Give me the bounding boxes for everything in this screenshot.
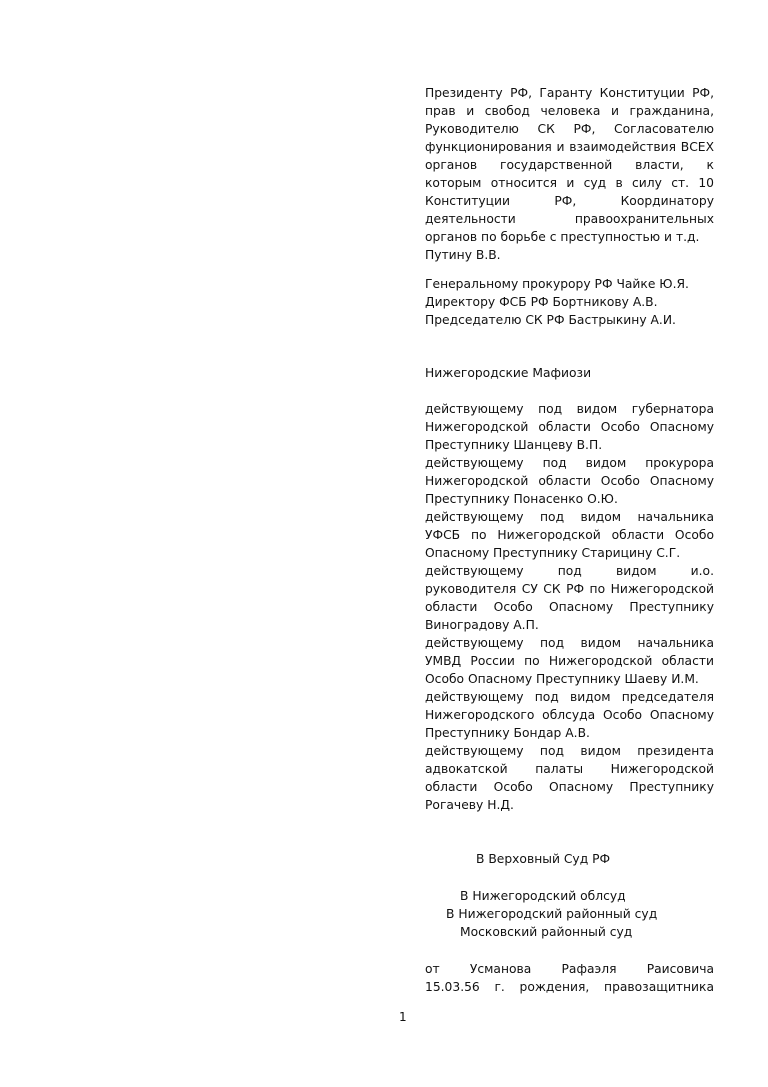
addressee-line: Директору ФСБ РФ Бортникову А.В. <box>425 295 658 309</box>
mafia-heading: Нижегородские Мафиози <box>425 366 592 380</box>
mafia-list-item: действующему под видом и.о. руководителя СУ СК РФ по Нижегородской области Особо Опасному Преступнику Виноградову А.П. <box>425 564 714 632</box>
mafia-list-item: действующему под видом начальника УФСБ по Нижегородской области Особо Опасному Преступнику Старицину С.Г. <box>425 510 714 560</box>
letter-header-column <box>425 84 714 996</box>
addressee-line: Генеральному прокурору РФ Чайке Ю.Я. <box>425 277 689 291</box>
court-district: В Нижегородский районный суд <box>446 907 658 921</box>
mafia-list <box>425 400 714 814</box>
mafia-list-item: действующему под видом президента адвокатской палаты Нижегородской области Особо Опасному Преступнику Рогачеву Н.Д. <box>425 744 714 812</box>
court-moscow: Московский районный суд <box>460 925 633 939</box>
addressee-president: Президенту РФ, Гаранту Конституции РФ, прав и свобод человека и гражданина, Руководителю СК РФ, Согласователю функционирования и взаимодействия ВСЕХ органов государственной власти, к которым относится и суд в силу ст. 10 Конституции РФ, Координатору деятельности правоохранительных органов по борьбе с преступностью и т.д. <box>425 86 714 244</box>
court-list <box>425 887 714 941</box>
sender-name: от Усманова Рафаэля Раисовича <box>425 962 714 976</box>
addressee-officials <box>425 275 714 329</box>
court-supreme: В Верховный Суд РФ <box>476 852 611 866</box>
mafia-list-item: действующему под видом председателя Нижегородского облсуда Особо Опасному Преступнику Бондар А.В. <box>425 690 714 740</box>
addressee-president-name: Путину В.В. <box>425 248 501 262</box>
page-number: 1 <box>399 1010 407 1024</box>
addressee-line: Председателю СК РФ Бастрыкину А.И. <box>425 313 676 327</box>
sender-birth: 15.03.56 г. рождения, правозащитника <box>425 980 714 994</box>
sender-block <box>425 960 714 996</box>
mafia-list-item: действующему под видом прокурора Нижегородской области Особо Опасному Преступнику Понасенко О.Ю. <box>425 456 714 506</box>
court-oblsud: В Нижегородский облсуд <box>460 889 626 903</box>
mafia-list-item: действующему под видом губернатора Нижегородской области Особо Опасному Преступнику Шанцеву В.П. <box>425 402 714 452</box>
mafia-list-item: действующему под видом начальника УМВД России по Нижегородской области Особо Опасному Преступнику Шаеву И.М. <box>425 636 714 686</box>
